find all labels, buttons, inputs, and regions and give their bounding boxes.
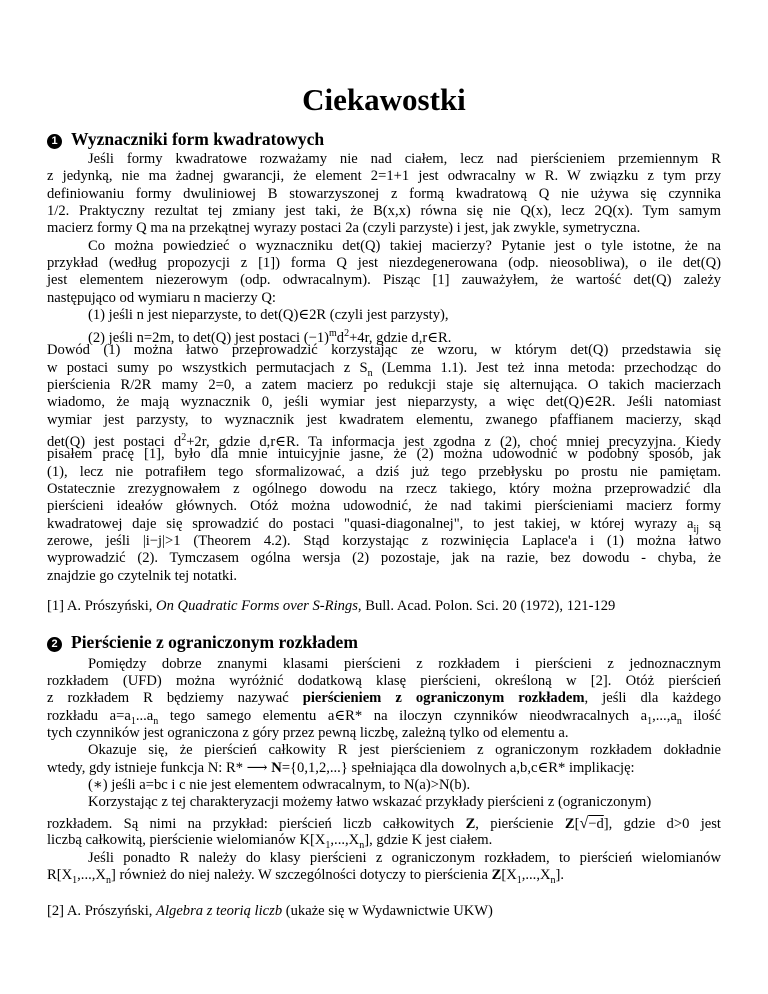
s2-line: rozkładu $a=a_1...a_n$ tego samego elementu a∈R* na iloczyn czynników nieodwracalnych $a_1,...,a_n$ ilość [47, 708, 721, 727]
s1-list-item-2: (2) jeśli n=2m, to det(Q) jest postaci $(-1)^md^2+4r$, gdzie d,r∈R. [88, 328, 452, 346]
s1-line: z jedynką, nie ma żadnej gwarancji, że element 2=1+1 jest odwracalny w R. W związku z tym przy [47, 168, 721, 184]
section-1-heading [47, 129, 324, 149]
s1-line: definiowaniu formy dwuliniowej B stowarzyszonej z formą kwadratową Q nie używa się czynnika [47, 186, 721, 202]
s1-line: det(Q) jest postaci $d^2+2r$, gdzie d,r∈R. Ta informacja jest zgodna z (2), choć mniej precyzyjna. Kiedy [47, 432, 721, 450]
s1-line: pierścieni ideałów głównych. Otóż można udowodnić, że nad takimi pierścieniami macierz formy [47, 498, 721, 514]
s1-line: zerowe, jeśli |i−j|>1 (Theorem 4.2). Stąd korzystając z rozwinięcia Laplace'a i (1) można łatwo [47, 533, 721, 549]
s1-line: jest elementem niezerowym (odp. odwracalnym). Pisząc [1] zauważyłem, że wartość det(Q) zależy [47, 272, 721, 288]
s1-line: w postaci sumy po wszystkich permutacjach z $S_n$ (Lemma 1.1). Jest też inna metoda: przechodząc do [47, 360, 721, 379]
s1-line: następująco od wymiaru n macierzy Q: [47, 290, 276, 306]
section-2-heading-text: Pierścienie z ograniczonym rozkładem [71, 632, 358, 652]
s2-line: $R[X_1,...,X_n]$ również do niej należy. W szczególności dotyczy to pierścienia $Z[X_1,...,X_n]$. [47, 867, 565, 886]
reference-2-title: Algebra z teorią liczb [156, 903, 283, 919]
reference-1-title: On Quadratic Forms over S-Rings [156, 598, 358, 614]
s1-line: pierścienia R/2R mamy 2=0, a zatem macierz po redukcji staje się alternująca. O takich macierzach [47, 377, 721, 393]
s2-line: rozkładem. Są nimi na przykład: pierścień liczb całkowitych Z, pierścienie Z[√−d], gdzie d>0 jest [47, 815, 721, 832]
s1-line: 1/2. Praktyczny rezultat tej zmiany jest taki, że B(x,x) równa się nie Q(x), lecz 2Q(x). Tym samym [47, 203, 721, 219]
s1-line: macierz formy Q ma na przekątnej wyrazy postaci 2a (czyli parzyste) i jest, jak zwykle, symetryczna. [47, 220, 641, 236]
s1-line: pisałem pracę [1], było dla mnie intuicyjnie jasne, że (2) można udowodnić w podobny sposób, jak [47, 446, 721, 462]
s2-line: Korzystając z tej charakteryzacji możemy łatwo wskazać przykłady pierścieni z (ograniczonym) [88, 794, 652, 810]
s2-line: Pomiędzy dobrze znanymi klasami pierścieni z rozkładem i pierścieni z jednoznacznym [88, 656, 721, 672]
s1-line: Co można powiedzieć o wyznaczniku det(Q) takiej macierzy? Pytanie jest o tyle istotne, że na [88, 238, 721, 254]
section-1-heading-text: Wyznaczniki form kwadratowych [71, 129, 325, 149]
reference-1: [1] A. Prószyński, On Quadratic Forms over S-Rings, Bull. Acad. Polon. Sci. 20 (1972), 121-129 [47, 598, 616, 614]
s2-line: Okazuje się, że pierścień całkowity R jest pierścieniem z ograniczonym rozkładem dokładnie [88, 742, 721, 758]
s1-line: Ostatecznie zrezygnowałem z ogólnego dowodu na rzecz takiego, który można przeprowadzić dla [47, 481, 721, 497]
s1-line: znajdzie go czytelnik tej notatki. [47, 568, 238, 584]
s1-line: (1), lecz nie potrafiłem tego sformalizować, a dziś już tego przebłysku po prostu nie pamiętam. [47, 464, 721, 480]
page-title: Ciekawostki [302, 82, 466, 117]
s1-line: wiadomo, że mają wyznacznik 0, jeśli wymiar jest nieparzysty, a więc det(Q)∈2R. Jeśli natomiast [47, 394, 721, 410]
s2-line: z rozkładem R będziemy nazywać pierścieniem z ograniczonym rozkładem, jeśli dla każdego [47, 690, 721, 706]
section-2-number-badge: 2 [47, 637, 62, 652]
sqrt-sign: √ [579, 815, 589, 832]
s2-implication: (∗) jeśli a=bc i c nie jest elementem odwracalnym, to N(a)>N(b). [88, 777, 471, 793]
section-2-heading [47, 632, 358, 652]
s1-line: kwadratowej daje się sprowadzić do postaci "quasi-diagonalnej", to jest takiej, w której wyrazy $a_{ij}$ są [47, 516, 721, 535]
s1-line: przykład (według propozycji z [1]) forma Q jest niezdegenerowana (odp. nieosobliwa), o ile det(Q) [47, 255, 721, 271]
s1-list-item-1: (1) jeśli n jest nieparzyste, to det(Q)∈2R (czyli jest parzysty), [88, 307, 449, 323]
s2-line: liczbą całkowitą, pierścienie wielomianów $K[X_1,...,X_n]$, gdzie K jest ciałem. [47, 832, 493, 851]
s1-line: wymiar jest parzysty, to wyznacznik jest kwadratem elementu, zwanego pfaffianem macierzy, skąd [47, 412, 721, 428]
section-1-number-badge: 1 [47, 134, 62, 149]
s2-line: wtedy, gdy istnieje funkcja N: R* ⟶ N={0,1,2,...} spełniająca dla dowolnych a,b,c∈R* implikację: [47, 760, 635, 776]
s2-line: tych czynników jest ograniczona z góry przez pewną liczbę, zależną tylko od elementu a. [47, 725, 569, 741]
defined-term: pierścieniem z ograniczonym rozkładem [302, 690, 585, 706]
s1-line: Jeśli formy kwadratowe rozważamy nie nad ciałem, lecz nad pierścieniem przemiennym R [88, 151, 721, 167]
s2-line: rozkładem (UFD) można wyróżnić dodatkową klasę pierścieni, określoną w [2]. Otóż pierścień [47, 673, 721, 689]
s2-line: Jeśli ponadto R należy do klasy pierścieni z ograniczonym rozkładem, to pierścień wielomianów [88, 850, 721, 866]
reference-2: [2] A. Prószyński, Algebra z teorią liczb (ukaże się w Wydawnictwie UKW) [47, 903, 493, 919]
s1-line: wyprowadzić (2). Tymczasem ogólna wersja (2) pozostaje, jak na razie, bez dowodu - chyba, że [47, 550, 721, 566]
s1-line: Dowód (1) można łatwo przeprowadzić korzystając ze wzoru, w którym det(Q) przedstawia się [47, 342, 721, 358]
